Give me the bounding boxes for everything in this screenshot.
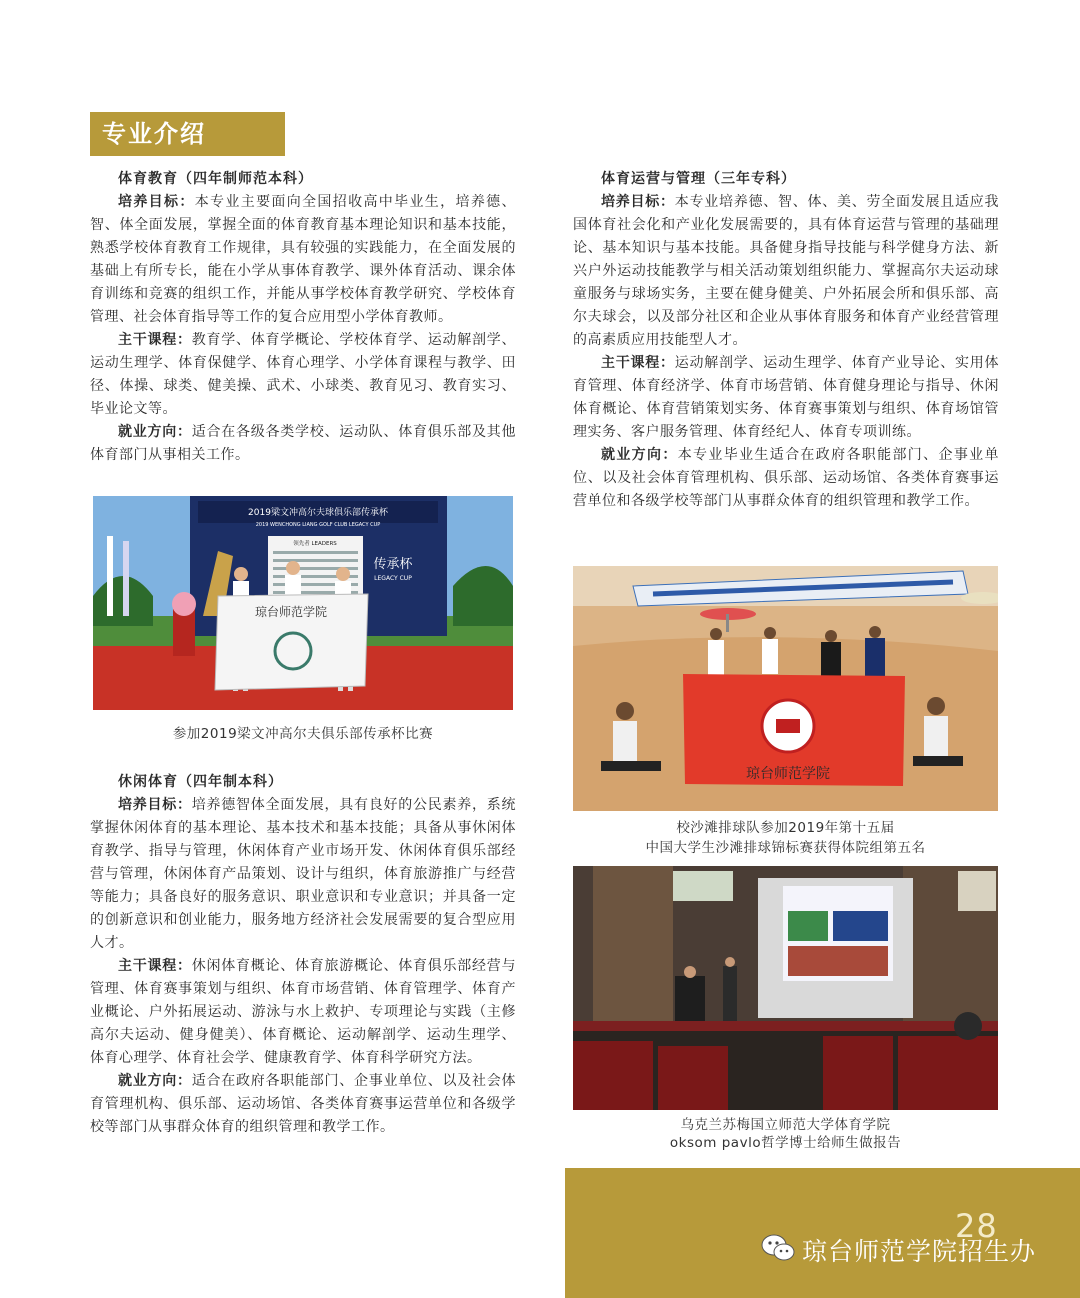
pe-education-title: 体育教育（四年制师范本科）	[118, 171, 313, 187]
courses-label: 主干课程：	[118, 332, 192, 348]
golf-photo-caption: 参加2019梁文冲高尔夫俱乐部传承杯比赛	[172, 726, 434, 742]
sports-management-career	[573, 444, 999, 513]
career-label: 就业方向：	[118, 1073, 192, 1089]
leisure-sports-section	[90, 771, 516, 1139]
goal-label: 培养目标：	[601, 194, 675, 210]
leisure-sports-courses	[90, 955, 516, 1070]
leaders-board-title: 领先者 LEADERS	[293, 541, 337, 547]
golf-photo-illustration	[93, 496, 513, 710]
section-title: 专业介绍	[90, 112, 285, 156]
golf-sign-title: 2019梁文冲高尔夫球俱乐部传承杯	[248, 508, 388, 518]
sports-management-title: 体育运营与管理（三年专科）	[601, 171, 796, 187]
sports-management-courses	[573, 352, 999, 444]
beach-photo-illustration	[573, 566, 998, 811]
pe-education-goal	[90, 191, 516, 329]
career-label: 就业方向：	[118, 424, 192, 440]
courses-text: 运动解剖学、运动生理学、体育产业导论、实用体育管理、体育经济学、体育市场营销、体育健身理论与指导、休闲体育概论、体育营销策划实务、体育赛事策划与组织、体育场馆管理实务、客户服务管理、体育经纪人、体育专项训练。	[573, 355, 999, 440]
lecture-photo-caption	[573, 1116, 998, 1152]
career-text: 本专业毕业生适合在政府各职能部门、企事业单位、以及社会体育管理机构、俱乐部、运动场馆、各类体育赛事运营单位和各级学校等部门从事群众体育的组织管理和教学工作。	[573, 447, 1000, 509]
lecture-caption-line2: oksom pavlo哲学博士给师生做报告	[669, 1135, 902, 1151]
goal-text: 培养德智体全面发展，具有良好的公民素养，系统掌握休闲体育的基本理论、基本技术和基本技能；具备从事休闲体育教学、指导与管理，休闲体育产业市场开发、休闲体育俱乐部经营与管理，休闲体育产品策划、设计与组织，体育旅游推广与经营等能力；具备良好的服务意识、职业意识和专业意识；并具备一定的创新意识和创业能力，服务地方经济社会发展需要的复合型应用人才。	[90, 797, 516, 951]
page-number: 28	[955, 1207, 998, 1245]
sports-management-section	[573, 168, 999, 513]
goal-label: 培养目标：	[118, 194, 195, 210]
legacy-cup-title: 传承杯	[373, 557, 413, 572]
goal-text: 本专业培养德、智、体、美、劳全面发展且适应我国体育社会化和产业化发展需要的，具有体育运营与管理的基础理论、基本知识与基本技能。具备健身指导技能与科学健身方法、新兴户外运动技能教学与相关活动策划组织能力、掌握高尔夫运动球童服务与球场实务，主要在健身健美、户外拓展会所和俱乐部、高尔夫球会，以及部分社区和企业从事体育服务和体育产业经营管理的高素质应用技能型人才。	[573, 194, 999, 348]
leisure-sports-career	[90, 1070, 516, 1139]
beach-flag-text: 琼台师范学院	[746, 766, 830, 782]
lecture-photo	[573, 866, 998, 1110]
courses-text: 教育学、体育学概论、学校体育学、运动解剖学、运动生理学、体育保健学、体育心理学、小学体育课程与教学、田径、体操、球类、健美操、武术、小球类、教育见习、教育实习、毕业论文等。	[90, 332, 516, 417]
beach-volleyball-photo	[573, 566, 998, 811]
leisure-sports-title: 休闲体育（四年制本科）	[118, 774, 283, 790]
legacy-cup-subtitle: LEGACY CUP	[374, 575, 412, 582]
goal-label: 培养目标：	[118, 797, 192, 813]
wechat-icon	[760, 1233, 796, 1263]
beach-caption-line1: 校沙滩排球队参加2019年第十五届	[676, 820, 895, 836]
sports-management-goal	[573, 191, 999, 352]
courses-text: 休闲体育概论、体育旅游概论、体育俱乐部经营与管理、体育赛事策划与组织、体育市场营销、体育管理学、体育产业概论、户外拓展运动、游泳与水上救护、专项理论与实践（主修高尔夫运动、健身健美）、体育概论、运动解剖学、运动生理学、体育心理学、体育社会学、健康教育学、体育科学研究方法。	[90, 958, 516, 1066]
golf-sign-subtitle: 2019 WENCHONG LIANG GOLF CLUB LEGACY CUP	[255, 522, 381, 528]
goal-text: 本专业主要面向全国招收高中毕业生，培养德、智、体全面发展，掌握全面的体育教育基本理论知识和基本技能，熟悉学校体育教育工作规律，具有较强的实践能力，在全面发展的基础上有所专长，能在小学从事体育教学、课外体育活动、课余体育训练和竞赛的组织工作，并能从事学校体育教学研究、学校体育管理、社会体育指导等工作的复合应用型小学体育教师。	[90, 194, 517, 325]
lecture-caption-line1: 乌克兰苏梅国立师范大学体育学院	[680, 1117, 891, 1133]
pe-education-courses	[90, 329, 516, 421]
pe-education-career	[90, 421, 516, 467]
watermark-text: 琼台师范学院招生办	[802, 1237, 1037, 1266]
courses-label: 主干课程：	[118, 958, 192, 974]
golf-event-photo	[93, 496, 513, 710]
pe-education-section	[90, 168, 516, 467]
career-text: 适合在政府各职能部门、企事业单位、以及社会体育管理机构、俱乐部、运动场馆、各类体育赛事运营单位和各级学校等部门从事群众体育的组织管理和教学工作。	[90, 1073, 516, 1135]
courses-label: 主干课程：	[601, 355, 675, 371]
beach-caption-line2: 中国大学生沙滩排球锦标赛获得体院组第五名	[645, 840, 926, 856]
leisure-sports-goal	[90, 794, 516, 955]
golf-banner-text: 琼台师范学院	[254, 605, 328, 619]
career-label: 就业方向：	[601, 447, 678, 463]
career-text: 适合在各级各类学校、运动队、体育俱乐部及其他体育部门从事相关工作。	[90, 424, 516, 463]
beach-photo-caption	[573, 818, 998, 858]
lecture-photo-illustration	[573, 866, 998, 1110]
